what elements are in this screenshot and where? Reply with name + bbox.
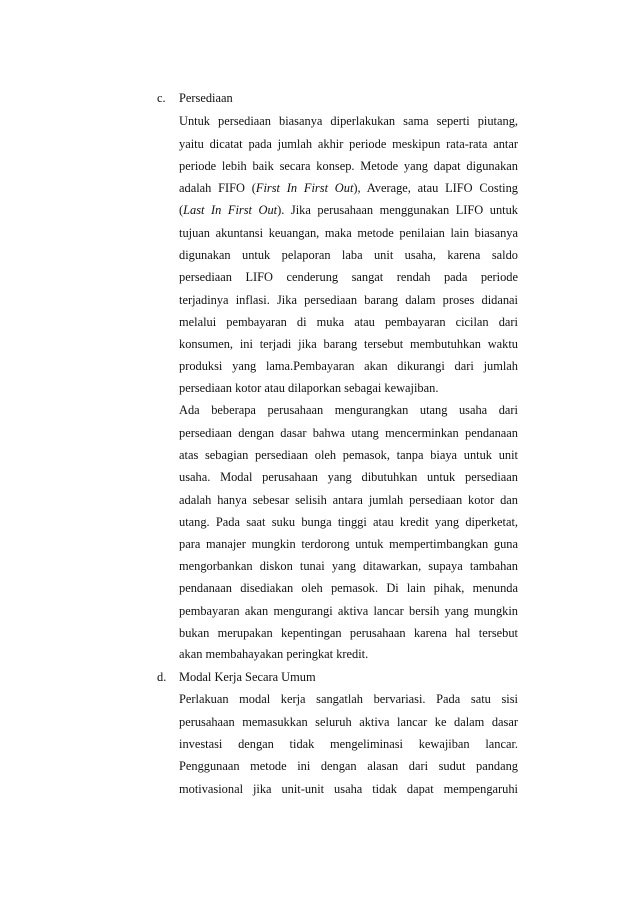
paragraph-line: melalui pembayaran di muka atau pembayaran cicilan dari (179, 315, 518, 329)
paragraph-line: perusahaan memasukkan seluruh aktiva lancar ke dalam dasar (179, 715, 518, 729)
paragraph-line: terjadinya inflasi. Jika persediaan barang dalam proses didanai (179, 293, 518, 307)
italic-term: First In First Out (255, 181, 354, 195)
paragraph-line: Penggunaan metode ini dengan alasan dari sudut pandang (179, 759, 518, 773)
paragraph-line: digunakan untuk pelaporan laba unit usaha, karena saldo (179, 248, 518, 262)
paragraph-line: pendanaan disediakan oleh pemasok. Di lain pihak, menunda (179, 581, 518, 595)
section-d-marker: d. (157, 670, 167, 684)
section-c-heading (157, 90, 233, 106)
italic-term: Last In First Out (183, 203, 278, 217)
paragraph-line: tujuan akuntansi keuangan, maka metode penilaian lain biasanya (179, 226, 518, 240)
section-d-title: Modal Kerja Secara Umum (179, 670, 316, 684)
paragraph-line: konsumen, ini terjadi jika barang tersebut membutuhkan waktu (179, 337, 518, 351)
paragraph-line: mengorbankan diskon tunai yang ditawarkan, supaya tambahan (179, 559, 518, 573)
paragraph-line: para manajer mungkin terdorong untuk mempertimbangkan guna (179, 537, 518, 551)
paragraph-line: persediaan kotor atau dilaporkan sebagai kewajiban. (179, 381, 439, 395)
paragraph-line: persediaan dengan dasar bahwa utang mencerminkan pendanaan (179, 426, 518, 440)
line-part: ( (179, 203, 184, 217)
paragraph-line (179, 180, 518, 196)
paragraph-line: bukan merupakan kepentingan perusahaan karena hal tersebut (179, 626, 518, 640)
paragraph-line: persediaan LIFO cenderung sangat rendah pada periode (179, 270, 518, 284)
section-d-heading (157, 669, 316, 685)
paragraph-line: periode lebih baik secara konsep. Metode yang dapat digunakan (179, 159, 518, 173)
section-c-marker: c. (157, 91, 166, 105)
paragraph-line: usaha. Modal perusahaan yang dibutuhkan untuk persediaan (179, 470, 518, 484)
paragraph-line: investasi dengan tidak mengeliminasi kewajiban lancar. (179, 737, 518, 751)
paragraph-line: atas sebagian persediaan oleh pemasok, tanpa biaya untuk unit (179, 448, 518, 462)
paragraph-line: Perlakuan modal kerja sangatlah bervariasi. Pada satu sisi (179, 692, 518, 706)
line-part: ). Jika perusahaan menggunakan LIFO untuk (277, 203, 518, 217)
paragraph-line: akan membahayakan peringkat kredit. (179, 647, 369, 661)
paragraph-line: utang. Pada saat suku bunga tinggi atau kredit yang diperketat, (179, 515, 518, 529)
line-part: ), Average, atau LIFO Costing (353, 181, 518, 195)
section-c-title: Persediaan (179, 91, 233, 105)
paragraph-line (179, 202, 518, 218)
paragraph-line: produksi yang lama.Pembayaran akan dikurangi dari jumlah (179, 359, 518, 373)
paragraph-line: pembayaran akan mengurangi aktiva lancar bersih yang mungkin (179, 604, 518, 618)
line-part: adalah FIFO ( (179, 181, 256, 195)
paragraph-line: yaitu dicatat pada jumlah akhir periode meskipun rata-rata antar (179, 137, 518, 151)
paragraph-line: motivasional jika unit-unit usaha tidak dapat mempengaruhi (179, 782, 518, 796)
paragraph-line: Ada beberapa perusahaan mengurangkan utang usaha dari (179, 403, 518, 417)
paragraph-line: adalah hanya sebesar selisih antara jumlah persediaan kotor dan (179, 493, 518, 507)
paragraph-line: Untuk persediaan biasanya diperlakukan sama seperti piutang, (179, 114, 518, 128)
